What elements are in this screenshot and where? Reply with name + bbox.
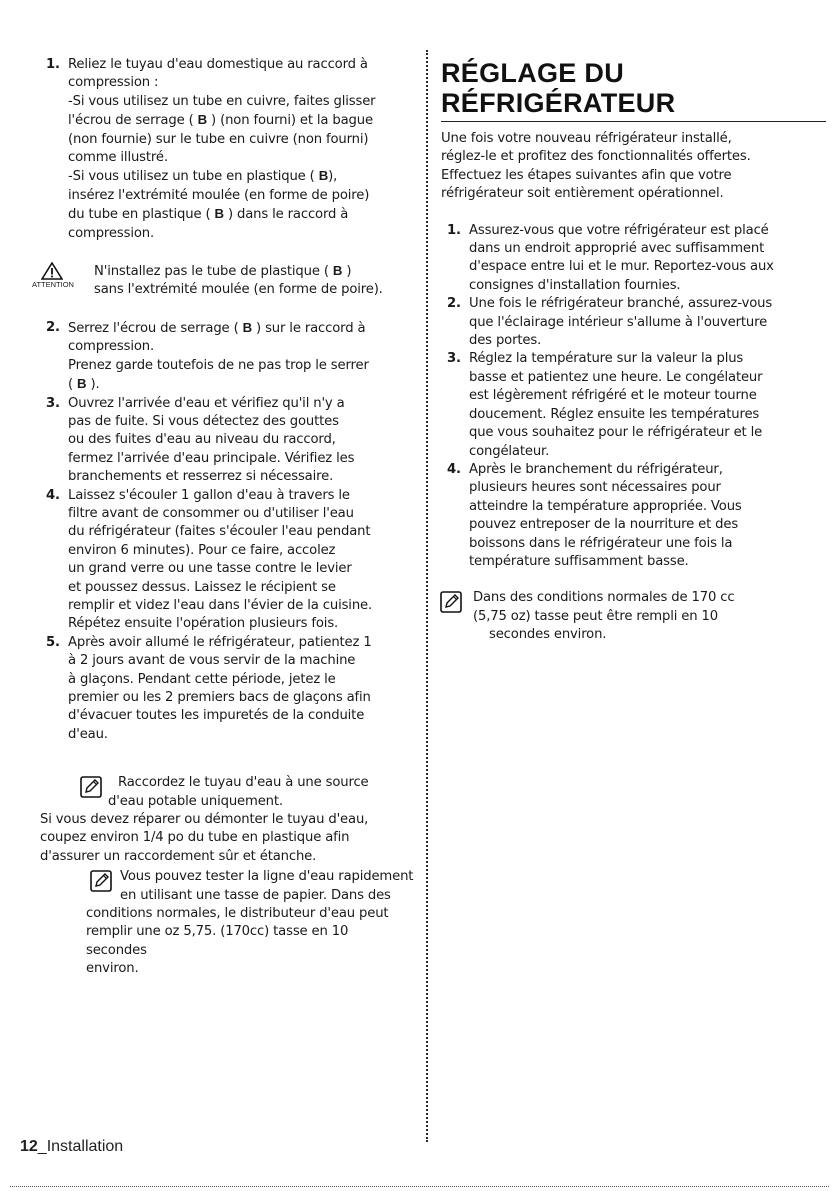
text-span: N'installez pas le tube de plastique ( <box>94 264 329 280</box>
footer-section: _Installation <box>37 1138 124 1155</box>
step-number: 5. <box>46 634 60 650</box>
text-line: réfrigérateur soit entièrement opérationnel. <box>441 186 724 202</box>
step-1 <box>40 56 408 243</box>
text-line: filtre avant de consommer ou d'utiliser l'eau <box>68 505 354 521</box>
page-number: 12 <box>20 1138 38 1155</box>
text-line: et poussez dessus. Laissez le récipient se <box>68 579 336 595</box>
setup-step-4 <box>441 461 826 571</box>
step-number: 1. <box>46 57 60 72</box>
text-line: température suffisamment basse. <box>469 553 689 569</box>
bottom-rule <box>10 1186 829 1187</box>
text-line: comme illustré. <box>68 150 168 166</box>
text-line: d'espace entre lui et le mur. Reportez-vous aux <box>469 259 774 275</box>
page-footer <box>20 1138 123 1156</box>
text-line: Ouvrez l'arrivée d'eau et vérifiez qu'il n'y a <box>68 395 345 411</box>
text-span: -Si vous utilisez un tube en plastique ( <box>68 169 315 185</box>
text-line: d'eau potable uniquement. <box>108 793 283 809</box>
text-line: congélateur. <box>469 443 550 459</box>
text-line: (non fournie) sur le tube en cuivre (non fourni) <box>68 131 369 147</box>
text-line: boissons dans le réfrigérateur une fois la <box>469 535 733 551</box>
step-number: 3. <box>447 351 461 367</box>
note-block-dispenser <box>441 589 826 644</box>
note-block-water-source <box>40 774 408 866</box>
text-line: d'assurer un raccordement sûr et étanche. <box>40 848 317 864</box>
step-number: 4. <box>46 487 60 503</box>
text-line: Répétez ensuite l'opération plusieurs fois. <box>68 616 339 632</box>
warning-triangle-icon <box>41 262 63 280</box>
text-line: coupez environ 1/4 po du tube en plastique afin <box>40 830 350 846</box>
text-line <box>68 111 408 130</box>
text-span: ). <box>90 377 100 393</box>
part-ref-b: B <box>332 263 343 279</box>
text-line: Après le branchement du réfrigérateur, <box>469 461 723 477</box>
text-line: compression : <box>68 75 159 91</box>
text-line: branchements et resserrez si nécessaire. <box>68 469 334 485</box>
text-line: Après avoir allumé le réfrigérateur, patientez 1 <box>68 634 372 650</box>
text-line: Effectuez les étapes suivantes afin que votre <box>441 167 732 183</box>
text-line: des portes. <box>469 333 542 349</box>
note-pencil-icon <box>80 776 102 798</box>
note-block-test-line <box>40 868 414 978</box>
text-line: doucement. Réglez ensuite les températures <box>469 406 760 422</box>
text-line: est légèrement réfrigéré et le moteur tourne <box>469 388 757 404</box>
right-column <box>441 58 826 645</box>
text-line: insérez l'extrémité moulée (en forme de poire) <box>68 187 370 203</box>
text-line: réglez-le et profitez des fonctionnalités offertes. <box>441 149 751 165</box>
text-line: un grand verre ou une tasse contre le levier <box>68 561 352 577</box>
text-line: (5,75 oz) tasse peut être rempli en 10 <box>473 608 718 624</box>
setup-step-2 <box>441 295 826 350</box>
step-2 <box>40 319 408 395</box>
text-line <box>68 375 408 394</box>
text-line <box>68 205 408 224</box>
text-line: basse et patientez une heure. Le congélateur <box>469 369 763 385</box>
text-line: Si vous devez réparer ou démonter le tuyau d'eau, <box>40 812 369 828</box>
title-rule <box>441 121 826 122</box>
step-4 <box>40 487 408 634</box>
text-line: Laissez s'écouler 1 gallon d'eau à travers le <box>68 487 350 503</box>
part-ref-b: B <box>242 319 252 335</box>
text-span: ( <box>68 377 73 393</box>
step-3 <box>40 395 408 487</box>
text-span: -Si vous utilisez un tube en cuivre, faites glisser <box>68 93 376 109</box>
text-line: Prenez garde toutefois de ne pas trop le serrer <box>68 357 369 373</box>
text-line: plusieurs heures sont nécessaires pour <box>469 480 721 496</box>
text-line: fermez l'arrivée d'eau principale. Vérifiez les <box>68 450 355 466</box>
part-ref-b: B <box>318 168 329 184</box>
text-line: du réfrigérateur (faites s'écouler l'eau pendant <box>68 524 371 540</box>
step-number: 1. <box>447 222 461 238</box>
step-number: 4. <box>447 461 461 477</box>
text-line: environ 6 minutes). Pour ce faire, accolez <box>68 542 336 558</box>
intro-paragraph <box>441 130 826 204</box>
text-line: remplir et videz l'eau dans l'évier de la cuisine. <box>68 597 373 613</box>
title-line: RÉFRIGÉRATEUR <box>441 88 676 118</box>
text-line <box>68 262 408 281</box>
text-line: en utilisant une tasse de papier. Dans des <box>120 887 391 903</box>
note-pencil-icon <box>90 870 112 892</box>
step-number: 2. <box>46 319 60 335</box>
caution-icon <box>32 262 72 289</box>
text-line: que vous souhaitez pour le réfrigérateur et le <box>469 425 763 441</box>
text-span: Serrez l'écrou de serrage ( <box>68 320 239 336</box>
text-line: pouvez entreposer de la nourriture et des <box>469 517 739 533</box>
text-span: ) sur le raccord à <box>256 320 366 336</box>
text-line: dans un endroit approprié avec suffisamment <box>469 241 765 257</box>
text-line <box>68 319 408 338</box>
step-number: 3. <box>46 395 60 411</box>
text-line: ou des fuites d'eau au niveau du raccord, <box>68 432 336 448</box>
text-line: conditions normales, le distributeur d'eau peut <box>86 906 389 922</box>
text-line: Réglez la température sur la valeur la plus <box>469 351 744 367</box>
text-span: ) <box>346 264 352 280</box>
setup-step-1 <box>441 222 826 296</box>
text-line: Une fois le réfrigérateur branché, assurez-vous <box>469 296 773 312</box>
text-line: Une fois votre nouveau réfrigérateur installé, <box>441 131 732 146</box>
text-line: pas de fuite. Si vous détectez des gouttes <box>68 413 339 429</box>
text-line: sans l'extrémité moulée (en forme de poire). <box>94 282 383 298</box>
text-line: compression. <box>68 225 155 241</box>
text-line: d'eau. <box>68 726 108 742</box>
step-number: 2. <box>447 296 461 312</box>
text-line: consignes d'installation fournies. <box>469 277 681 293</box>
text-span: ) (non fourni) et la bague <box>211 113 373 129</box>
part-ref-b: B <box>214 206 224 222</box>
section-title <box>441 58 826 118</box>
left-column <box>32 56 414 979</box>
text-line: Dans des conditions normales de 170 cc <box>473 590 735 606</box>
text-span: l'écrou de serrage ( <box>68 113 194 129</box>
text-line: premier ou les 2 premiers bacs de glaçons afin <box>68 690 371 705</box>
column-divider <box>426 50 428 1142</box>
part-ref-b: B <box>77 376 87 392</box>
setup-step-3 <box>441 350 826 460</box>
step-5 <box>40 634 408 744</box>
part-ref-b: B <box>197 112 207 128</box>
text-line: secondes environ. <box>489 627 607 643</box>
text-line: environ. <box>86 961 139 977</box>
note-pencil-icon <box>440 591 462 613</box>
text-line <box>68 167 408 186</box>
text-line: d'évacuer toutes les impuretés de la conduite <box>68 708 365 724</box>
text-line: à glaçons. Pendant cette période, jetez le <box>68 671 336 687</box>
text-span: du tube en plastique ( <box>68 207 211 223</box>
text-line: compression. <box>68 339 155 355</box>
text-line: Assurez-vous que votre réfrigérateur est placé <box>469 222 769 238</box>
text-line: Vous pouvez tester la ligne d'eau rapidement <box>120 869 414 885</box>
caution-label: ATTENTION <box>32 280 74 290</box>
text-line: que l'éclairage intérieur s'allume à l'ouverture <box>469 314 768 330</box>
title-line: RÉGLAGE DU <box>441 58 625 88</box>
text-span: ) dans le raccord à <box>227 207 349 223</box>
text-line: Raccordez le tuyau d'eau à une source <box>118 775 369 791</box>
text-line: à 2 jours avant de vous servir de la machine <box>68 653 356 669</box>
text-span: ), <box>328 169 338 185</box>
text-line: remplir une oz 5,75. (170cc) tasse en 10 secondes <box>86 924 349 958</box>
caution-block <box>32 262 408 300</box>
text-line: Reliez le tuyau d'eau domestique au raccord à <box>68 57 368 72</box>
text-line <box>68 93 408 111</box>
text-line: atteindre la température appropriée. Vous <box>469 498 742 514</box>
